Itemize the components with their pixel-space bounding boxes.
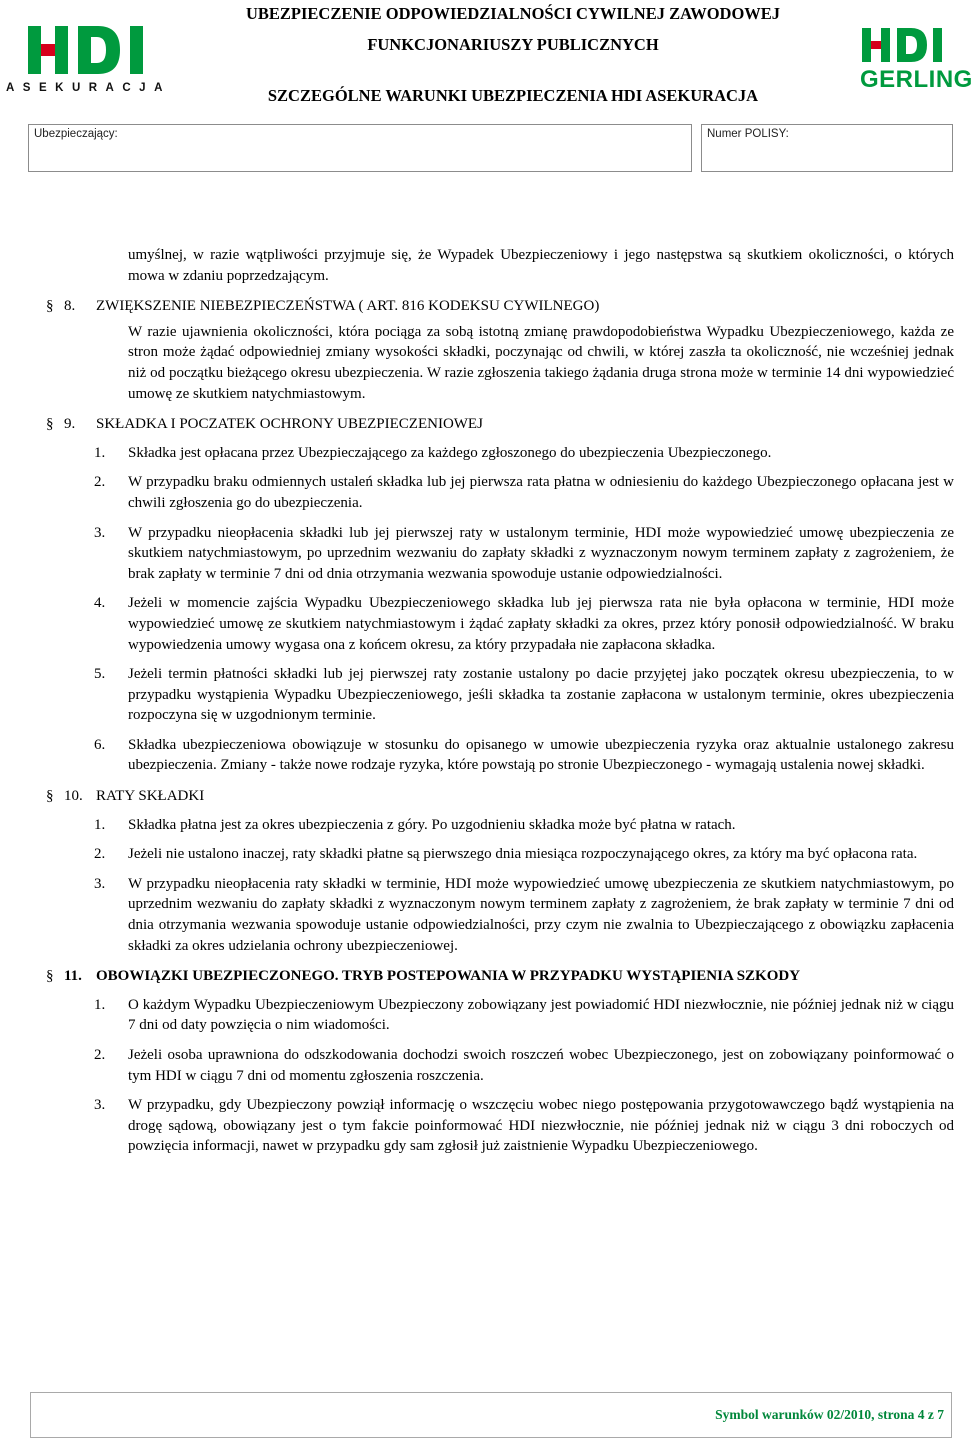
list-item bbox=[56, 995, 954, 1036]
item-text: W przypadku nieopłacenia składki lub jej pierwszej raty w ustalonym terminie, HDI może wypowiedzieć umowę ubezpieczenia ze skutkiem natychmiastowym, po uprzednim wezwaniu do zapłaty składki z wyznaczonym nowym terminem zapłaty z zagrożeniem, że brak zapłaty w terminie 7 dni od dnia otrzymania wezwania spowoduje ustanie odpowiedzialności. bbox=[128, 524, 954, 582]
section-8-heading bbox=[46, 296, 954, 317]
document-body bbox=[46, 245, 954, 1166]
insured-label: Ubezpieczający: bbox=[34, 128, 118, 140]
section-10-list bbox=[56, 815, 954, 957]
section-9-heading bbox=[46, 414, 954, 435]
continuation-paragraph: umyślnej, w razie wątpliwości przyjmuje się, że Wypadek Ubezpieczeniowy i jego następstwa są skutkiem okoliczności, o których mowa w zdaniu poprzedzającym. bbox=[128, 247, 954, 284]
title-line-1: UBEZPIECZENIE ODPOWIEDZIALNOŚCI CYWILNEJ ZAWODOWEJ bbox=[245, 4, 781, 23]
hdi-logo-mark bbox=[26, 22, 166, 78]
item-text: Składka ubezpieczeniowa obowiązuje w stosunku do opisanego w umowie ubezpieczenia ryzyka oraz aktualnie ustalonego zakresu ubezpieczenia. Zmiany - także nowe rodzaje ryzyka, które powstają po stronie Ubezpieczonego - wymagają ustalenia nowej składki. bbox=[128, 736, 954, 774]
item-number: 3. bbox=[94, 1097, 106, 1114]
item-number: 6. bbox=[94, 736, 106, 753]
item-text: Składka jest opłacana przez Ubezpieczającego za każdego zgłoszonego do ubezpieczenia Ubezpieczonego. bbox=[128, 444, 772, 461]
list-item bbox=[56, 523, 954, 585]
item-text: W przypadku, gdy Ubezpieczony powziął informację o wszczęciu wobec niego postępowania przygotowawczego bądź wystąpienia na drogę sądową, obowiązany jest o tym fakcie poinformować HDI niezwłocznie, nie później jednak niż w ciągu 3 dni roboczych od powzięcia informacji, nawet w przypadku gdy sam zgłosił już zaistnienie Wypadku Ubezpieczeniowego. bbox=[128, 1097, 954, 1155]
title-line-2: FUNKCJONARIUSZY PUBLICZNYCH bbox=[367, 35, 659, 54]
section-number: 9. bbox=[64, 416, 76, 433]
item-text: Jeżeli osoba uprawniona do odszkodowania dochodzi swoich roszczeń wobec Ubezpieczonego, jest on zobowiązany poinformować o tym HDI w ciągu 7 dni od momentu zgłoszenia roszczenia. bbox=[128, 1047, 954, 1084]
document-header bbox=[0, 0, 973, 180]
section-11-heading bbox=[46, 966, 954, 987]
item-number: 1. bbox=[94, 996, 106, 1013]
list-item bbox=[56, 472, 954, 513]
policy-number-field[interactable] bbox=[701, 124, 953, 172]
section-11-list bbox=[56, 995, 954, 1157]
list-item bbox=[56, 664, 954, 726]
list-item bbox=[56, 735, 954, 776]
item-number: 2. bbox=[94, 1047, 106, 1063]
policy-number-label: Numer POLISY: bbox=[707, 128, 789, 140]
section-title: RATY SKŁADKI bbox=[96, 788, 205, 805]
section-8-text: W razie ujawnienia okoliczności, która pociąga za sobą istotną zmianę prawdopodobieństwa Wypadku Ubezpieczeniowego, każda ze stron może żądać odpowiedniej zmiany wysokości składki, poczynając od chwili, w której zaszła ta okoliczność, nie wcześniej jednak niż od początku bieżącego okresu ubezpieczenia. W razie zgłoszenia takiego żądania druga strona może w terminie 14 dni wypowiedzieć umowę ze skutkiem natychmiastowym. bbox=[128, 323, 954, 402]
list-item bbox=[56, 443, 954, 464]
item-number: 4. bbox=[94, 595, 106, 612]
page-footer: Symbol warunków 02/2010, strona 4 z 7 bbox=[715, 1407, 944, 1422]
list-item bbox=[56, 593, 954, 655]
section-symbol: § bbox=[46, 788, 54, 805]
item-text: W przypadku braku odmiennych ustaleń składka lub jej pierwsza rata płatna w odniesieniu do każdego Ubezpieczonego opłacana jest w chwili zgłoszenia go do ubezpieczenia. bbox=[128, 474, 954, 511]
section-title: OBOWIĄZKI UBEZPIECZONEGO. TRYB POSTEPOWANIA W PRZYPADKU WYSTĄPIENIA SZKODY bbox=[96, 968, 801, 985]
hdi-gerling-logo-mark bbox=[860, 26, 956, 66]
section-title: ZWIĘKSZENIE NIEBEZPIECZEŃSTWA ( ART. 816 KODEKSU CYWILNEGO) bbox=[96, 298, 600, 315]
item-number: 3. bbox=[94, 875, 106, 892]
item-text: Jeżeli termin płatności składki lub jej pierwszej raty zostanie ustalony po dacie przyjętej jako początek okresu ubezpieczenia, to w przypadku wystąpienia Wypadku Ubezpieczeniowego, jeśli składka ta zostanie zapłacona w ustalonym terminie, okres ubezpieczenia rozpoczyna się w uzgodnionym terminie. bbox=[128, 666, 954, 724]
section-number: 11. bbox=[64, 968, 82, 985]
list-item bbox=[56, 1045, 954, 1086]
item-text: W przypadku nieopłacenia raty składki w terminie, HDI może wypowiedzieć umowę ubezpieczenia ze skutkiem natychmiastowym, po uprzednim wezwaniu do zapłaty składki z wyznaczonym nowym terminem zapłaty z zagrożeniem, że brak zapłaty w terminie 7 dni od dnia otrzymania wezwania spowoduje ustanie odpowiedzialności, przy czym nie zwalnia to Ubezpieczającego z obowiązku zapłacenia składki za okres udzielania ochrony ubezpieczeniowej. bbox=[128, 875, 954, 954]
list-item bbox=[56, 844, 954, 865]
item-text: O każdym Wypadku Ubezpieczeniowym Ubezpieczony zobowiązany jest powiadomić HDI niezwłocznie, nie później jednak niż w ciągu 7 dni od daty powzięcia o nim wiadomości. bbox=[128, 996, 954, 1034]
list-item bbox=[56, 815, 954, 836]
section-symbol: § bbox=[46, 968, 54, 985]
brand-subtitle: ASEKURACJA bbox=[6, 82, 171, 94]
section-title: SKŁADKA I POCZATEK OCHRONY UBEZPIECZENIOWEJ bbox=[96, 416, 483, 433]
insured-field[interactable] bbox=[28, 124, 692, 172]
section-number: 8. bbox=[64, 298, 76, 315]
section-9-list bbox=[56, 443, 954, 776]
item-text: Jeżeli nie ustalono inaczej, raty składki płatne są pierwszego dnia miesiąca rozpoczynającego okres, za który ma być opłacona rata. bbox=[128, 846, 918, 863]
list-item bbox=[56, 874, 954, 956]
item-text: Jeżeli w momencie zajścia Wypadku Ubezpieczeniowego składka lub jej pierwsza rata nie była opłacona w terminie, HDI może wypowiedzieć umowę ze skutkiem natychmiastowym i żądać zapłaty składki za okres, przez który ponosił odpowiedzialność. W braku wypowiedzenia umowy wygasa ona z końcem okresu, za który przypadała nie zapłacona składka. bbox=[128, 595, 954, 653]
section-symbol: § bbox=[46, 416, 54, 433]
item-number: 2. bbox=[94, 474, 106, 491]
gerling-wordmark: GERLING bbox=[860, 66, 973, 93]
list-item bbox=[56, 1095, 954, 1157]
item-number: 1. bbox=[94, 444, 106, 461]
item-number: 1. bbox=[94, 816, 106, 833]
item-text: Składka płatna jest za okres ubezpieczenia z góry. Po uzgodnieniu składka może być płatna w ratach. bbox=[128, 816, 736, 833]
item-number: 2. bbox=[94, 846, 106, 863]
section-symbol: § bbox=[46, 298, 54, 315]
section-10-heading bbox=[46, 786, 954, 807]
title-line-3: SZCZEGÓLNE WARUNKI UBEZPIECZENIA HDI ASEKURACJA bbox=[267, 86, 759, 105]
item-number: 3. bbox=[94, 524, 106, 541]
section-number: 10. bbox=[64, 788, 83, 805]
item-number: 5. bbox=[94, 666, 106, 683]
